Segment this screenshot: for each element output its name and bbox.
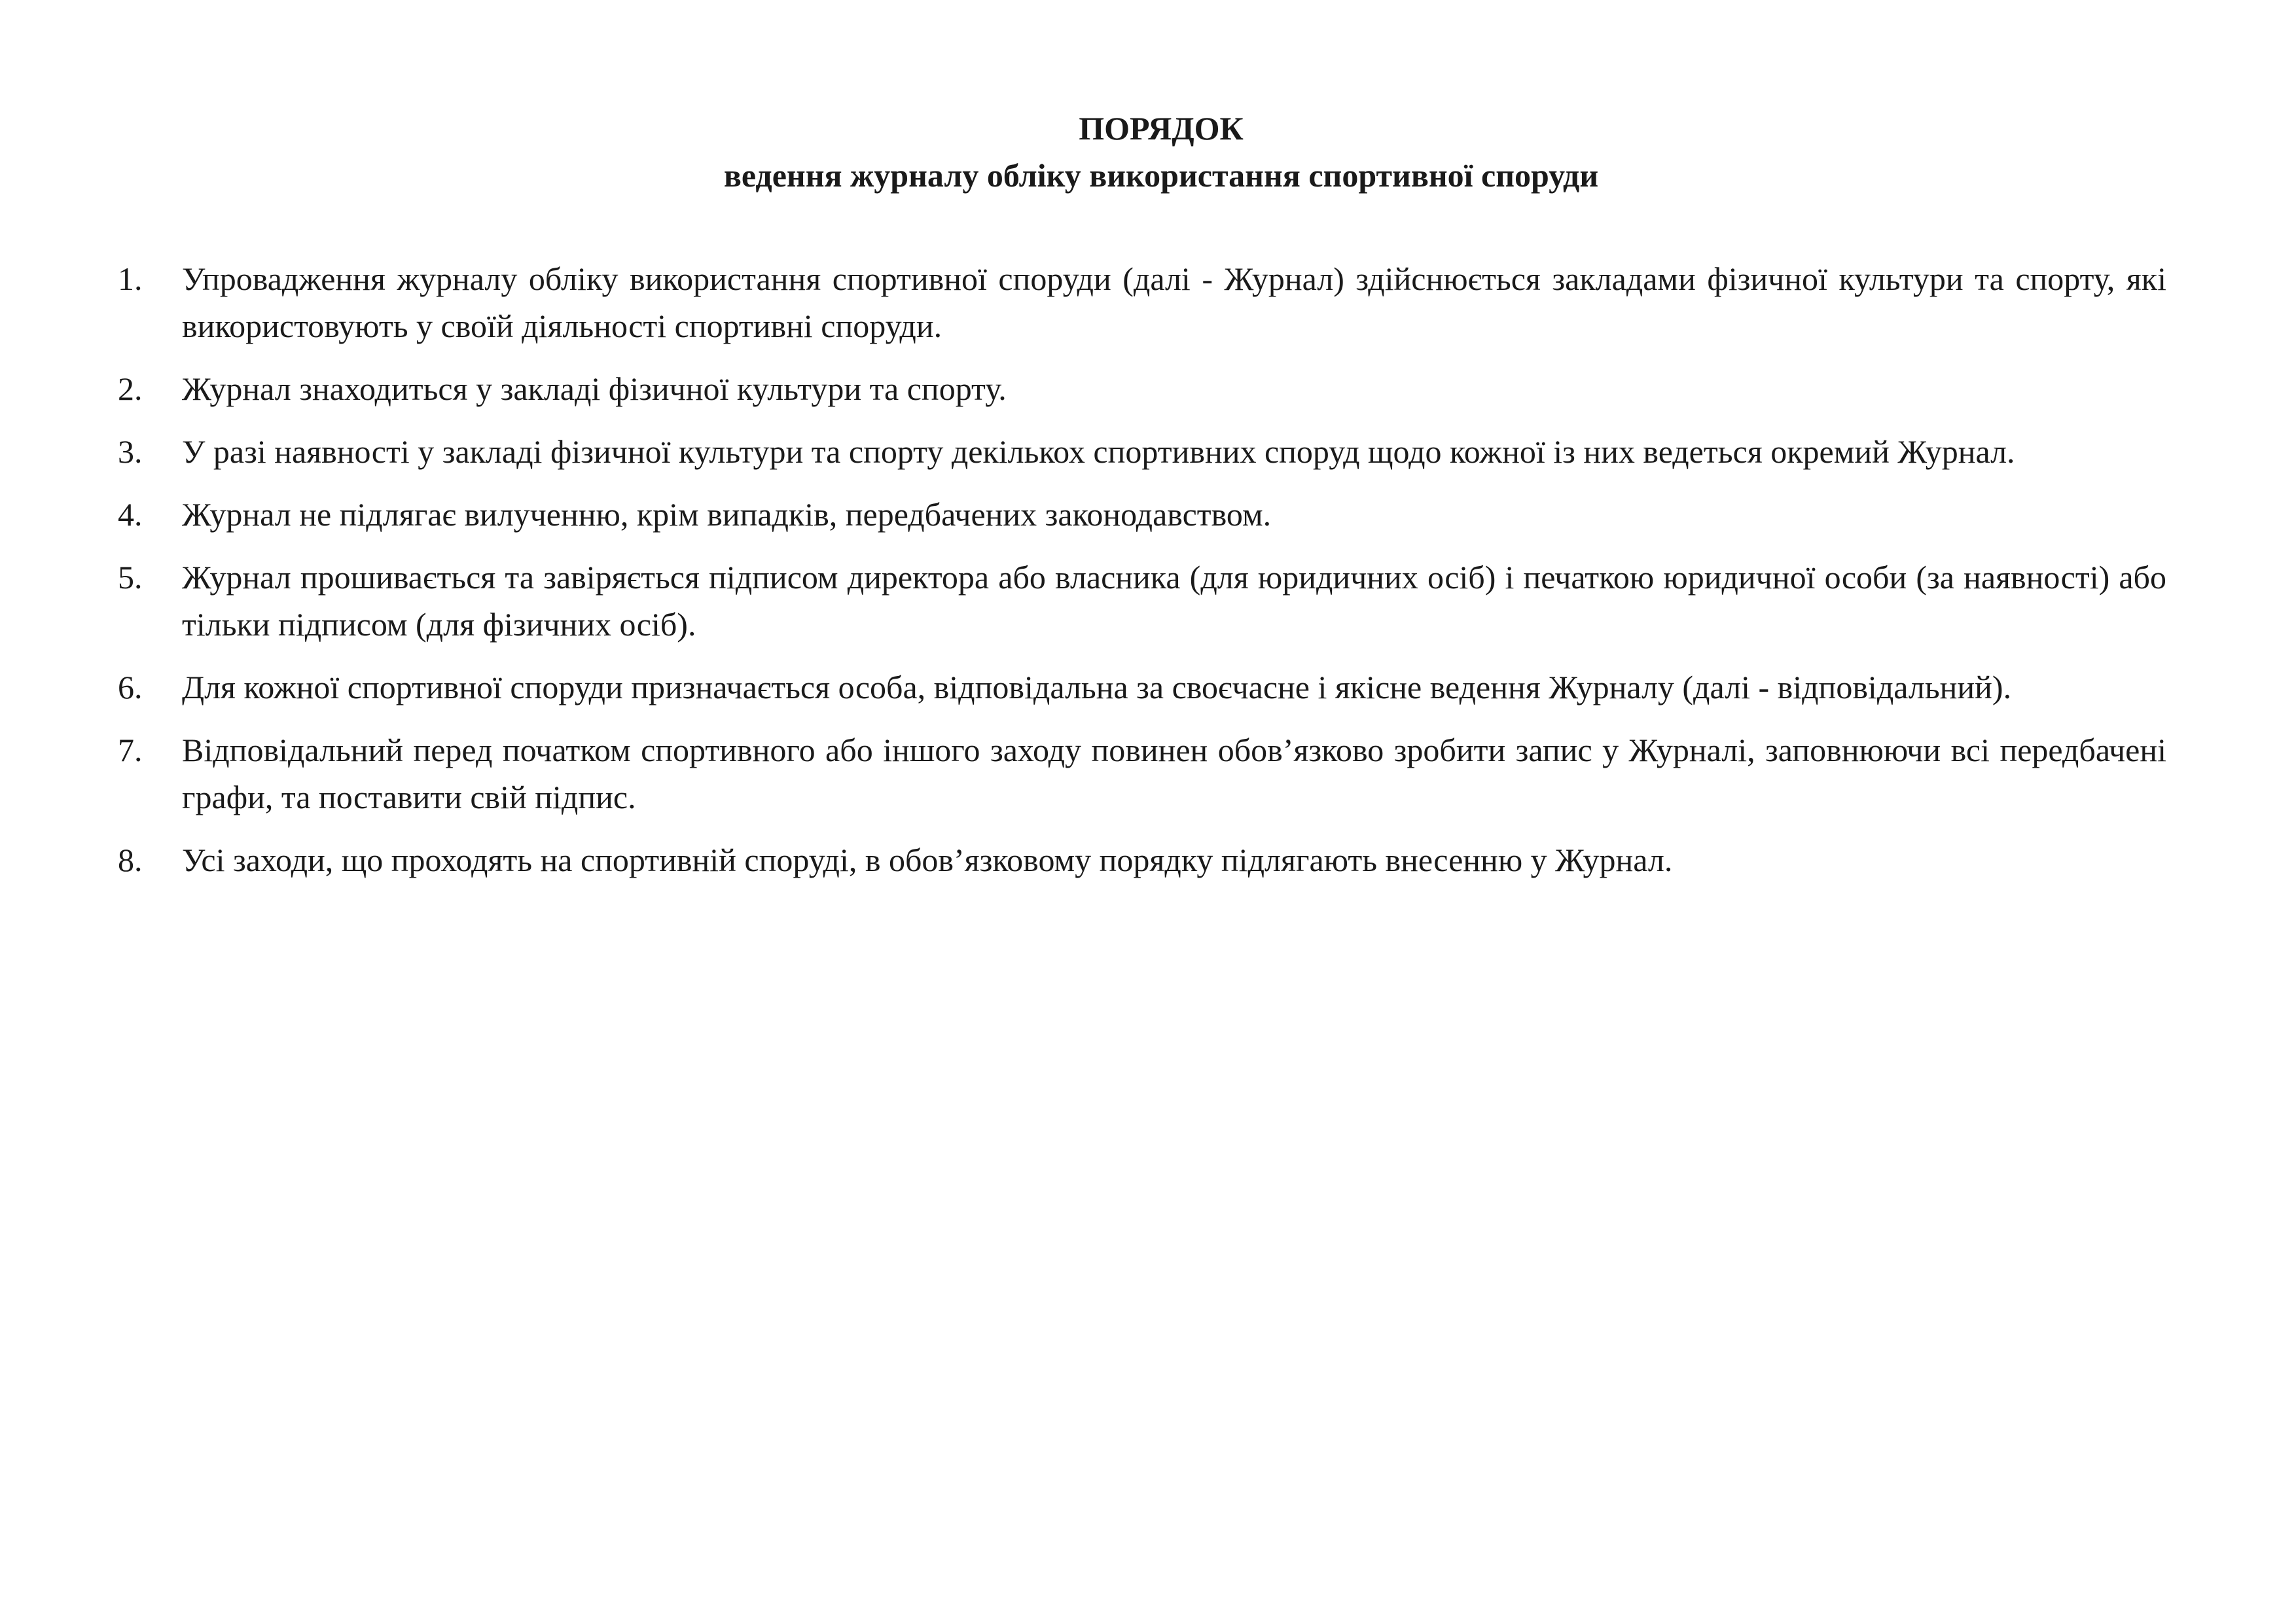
document-title: ПОРЯДОК — [1079, 110, 1244, 147]
item-number: 1. — [118, 260, 143, 297]
item-text: Для кожної спортивної споруди призначається особа, відповідальна за своєчасне і якісне ведення Журналу (далі - відповідальний). — [182, 669, 2012, 705]
list-item — [118, 255, 2166, 349]
title-block — [0, 105, 2296, 199]
item-number: 4. — [118, 496, 143, 533]
item-text: Усі заходи, що проходять на спортивній споруді, в обов’язковому порядку підлягають внесенню у Журнал. — [182, 842, 1673, 878]
procedure-list — [118, 255, 2166, 899]
item-number: 2. — [118, 370, 143, 407]
item-text: Журнал знаходиться у закладі фізичної культури та спорту. — [182, 370, 1007, 407]
item-text: Журнал не підлягає вилученню, крім випадків, передбачених законодавством. — [182, 496, 1272, 533]
item-text: У разі наявності у закладі фізичної культури та спорту декількох спортивних споруд щодо кожної із них ведеться окремий Журнал. — [182, 433, 2015, 470]
item-number: 6. — [118, 669, 143, 705]
item-text: Упровадження журналу обліку використання спортивної споруди (далі - Журнал) здійснюється закладами фізичної культури та спорту, які використовують у своїй діяльності спортивні споруди. — [182, 260, 2166, 344]
document-subtitle: ведення журналу обліку використання спортивної споруди — [723, 157, 1599, 194]
item-number: 7. — [118, 732, 143, 768]
item-number: 5. — [118, 559, 143, 596]
list-item — [118, 428, 2166, 475]
item-text: Відповідальний перед початком спортивного або іншого заходу повинен обов’язково зробити запис у Журналі, заповнюючи всі передбачені графи, та поставити свій підпис. — [182, 732, 2166, 815]
list-item — [118, 365, 2166, 412]
item-text: Журнал прошивається та завіряється підписом директора або власника (для юридичних осіб) і печаткою юридичної особи (за наявності) або тільки підписом (для фізичних осіб). — [182, 559, 2166, 643]
item-number: 8. — [118, 842, 143, 878]
list-item — [118, 726, 2166, 821]
list-item — [118, 554, 2166, 648]
list-item — [118, 491, 2166, 538]
list-item — [118, 836, 2166, 883]
list-item — [118, 664, 2166, 711]
item-number: 3. — [118, 433, 143, 470]
